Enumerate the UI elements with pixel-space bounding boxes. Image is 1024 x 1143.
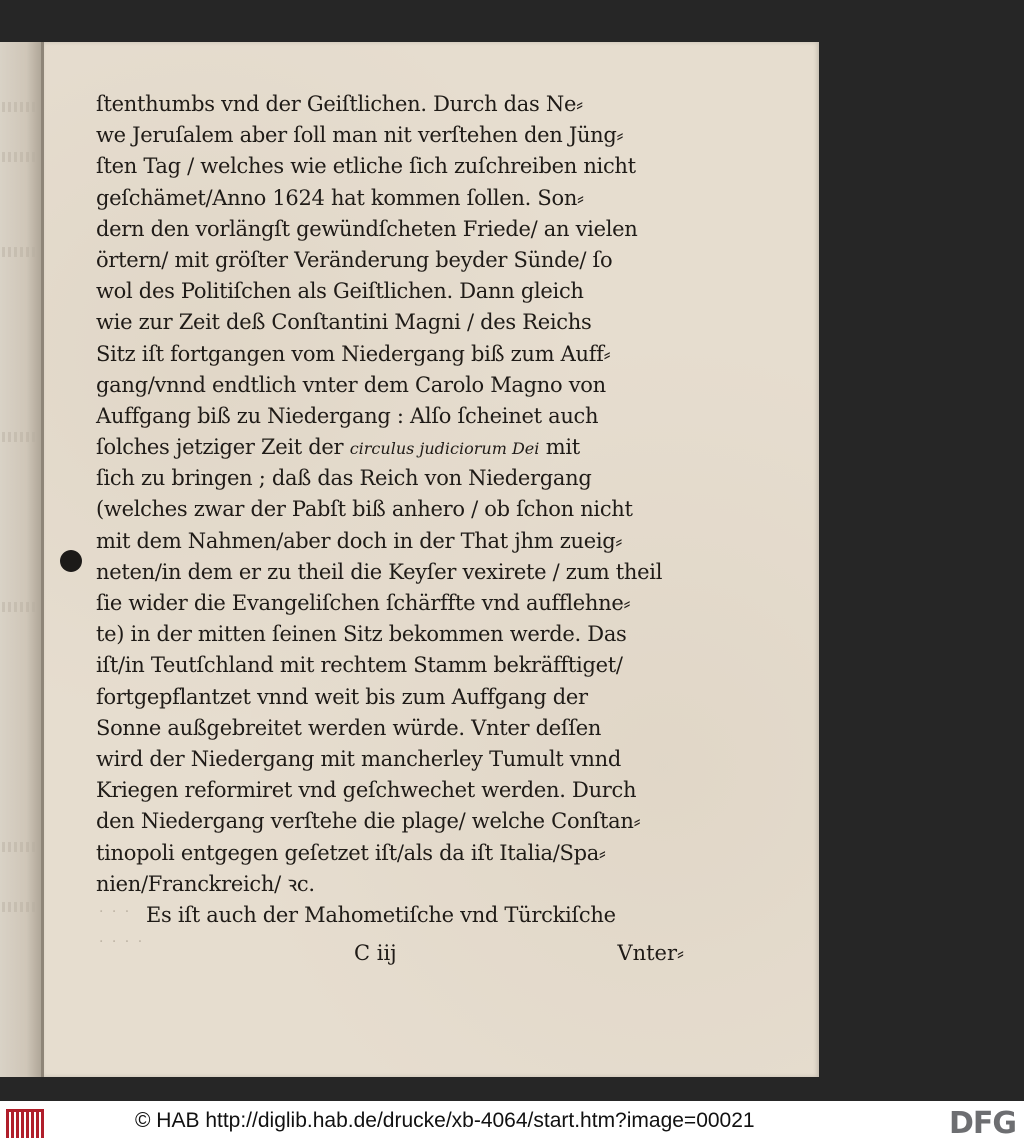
bleed-through-text xyxy=(2,247,36,257)
text-line: dern den vorlängſt gewündſcheten Friede/ an vielen xyxy=(96,216,638,241)
bleed-through-text xyxy=(2,902,36,912)
text-line: nien/Franckreich/ ꝛc. xyxy=(96,871,315,896)
text-line: wird der Niedergang mit mancherley Tumult vnnd xyxy=(96,746,621,771)
bleed-through-text xyxy=(2,432,36,442)
copyright-url[interactable]: © HAB http://diglib.hab.de/drucke/xb-4064/start.htm?image=00021 xyxy=(135,1109,755,1132)
page-footer-line xyxy=(144,941,684,977)
text-fragment: ſolches jetziger Zeit der xyxy=(96,435,344,460)
text-line: Sitz iſt fortgangen vom Niedergang biß zum Auff⸗ xyxy=(96,341,611,366)
bleed-through-text xyxy=(2,152,36,162)
text-line: den Niedergang verſtehe die plage/ welche Conſtan⸗ xyxy=(96,809,641,834)
hab-logo-icon xyxy=(6,1109,44,1138)
text-line: iſt/in Teutſchland mit rechtem Stamm bekräfftiget/ xyxy=(96,653,623,678)
bleed-through-text xyxy=(2,602,36,612)
latin-phrase: circulus judiciorum Dei xyxy=(349,439,540,459)
bleed-through-text xyxy=(2,102,36,112)
bleed-through-text xyxy=(2,842,36,852)
text-line: Auffgang biß zu Niedergang : Alſo ſcheinet auch xyxy=(96,403,599,428)
text-line: te) in der mitten ſeinen Sitz bekommen werde. Das xyxy=(96,622,627,647)
text-line: geſchämet/Anno 1624 hat kommen ſollen. Son⸗ xyxy=(96,185,584,210)
page-text xyxy=(96,89,676,931)
text-line: ſtenthumbs vnd der Geiſtlichen. Durch das Ne⸗ xyxy=(96,92,583,116)
ink-blot-mark xyxy=(60,550,82,572)
text-line: wie zur Zeit deß Conſtantini Magni / des Reichs xyxy=(96,310,592,335)
text-line: Sonne außgebreitet werden würde. Vnter deſſen xyxy=(96,715,602,740)
text-line: ſie wider die Evangeliſchen ſchärffte vnd aufflehne⸗ xyxy=(96,591,631,615)
text-line: (welches zwar der Pabſt biß anhero / ob ſchon nicht xyxy=(96,497,633,522)
text-line: mit dem Nahmen/aber doch in der That jhm zueig⸗ xyxy=(96,528,623,553)
text-line: örtern/ mit gröſter Veränderung beyder Sünde/ ſo xyxy=(96,247,613,272)
text-line-with-latin xyxy=(96,432,676,463)
text-line: we Jeruſalem aber ſoll man nit verſtehen den Jüng⸗ xyxy=(96,123,624,148)
text-line: ſten Tag / welches wie etliche ſich zuſchreiben nicht xyxy=(96,154,636,179)
text-line: gang/vnnd endtlich vnter dem Carolo Magno von xyxy=(96,372,606,397)
bleed-through-mark: · · · xyxy=(99,904,132,920)
signature-mark: C iij xyxy=(354,941,397,965)
text-line: tinopoli entgegen geſetzet iſt/als da iſt Italia/Spa⸗ xyxy=(96,840,606,865)
text-line: Es iſt auch der Mahometiſche vnd Türckiſche xyxy=(146,902,616,927)
text-line: Kriegen reformiret vnd geſchwechet werden. Durch xyxy=(96,778,637,803)
footer-bar xyxy=(0,1101,1024,1143)
text-line: wol des Politiſchen als Geiſtlichen. Dann gleich xyxy=(96,279,584,304)
text-fragment: mit xyxy=(545,435,580,460)
catchword: Vnter⸗ xyxy=(617,941,684,965)
previous-page-edge xyxy=(0,42,44,1077)
bleed-through-mark: · · · · xyxy=(99,934,145,950)
book-page xyxy=(44,42,819,1077)
dfg-logo: DFG xyxy=(948,1106,1016,1141)
text-line: ſich zu bringen ; daß das Reich von Niedergang xyxy=(96,466,592,491)
text-line: neten/in dem er zu theil die Keyſer vexirete / zum theil xyxy=(96,559,663,584)
text-line: fortgepflantzet vnnd weit bis zum Auffgang der xyxy=(96,684,588,709)
